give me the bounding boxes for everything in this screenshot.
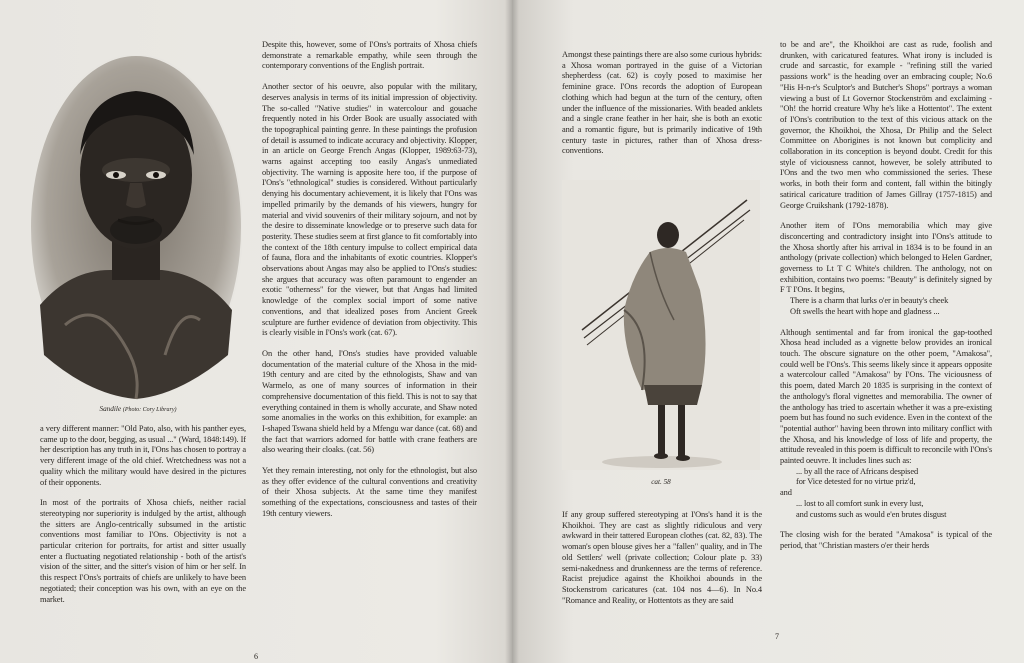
- sandile-portrait-image: [30, 55, 242, 400]
- paragraph: Despite this, however, some of I'Ons's portraits of Xhosa chiefs demonstrate a remarkable empathy, while seen through the contemporary conventions of the English portrait.: [262, 40, 477, 71]
- poem-line: Oft swells the heart with hope and gladness ...: [790, 306, 940, 316]
- poem-line: ... lost to all comfort sunk in every lust,: [796, 498, 924, 508]
- right-page-bottom-column: [562, 510, 762, 640]
- paragraph: Another sector of his oeuvre, also popular with the military, deserves analysis in terms of its initial impression of objectivity. The so-called "Native studies" in watercolour and gouache frequently noted in his Order Book are usually associated with the topographical painting genre. In these paintings the profusion of detail is assumed to indicate accuracy and objectivity. Klopper, in an article on George French Angas (Klopper, 1989:63-73), warns against accepting too easily Angas's unmediated objectivity. The warning is apposite here too, if the purpose of I'Ons's "ethnological" studies is considered. Without particularly denying his documentary achievement, it is likely that I'Ons was impelled primarily by the demands of his viewers, hungry for material and vivid souvenirs of their military sojourn, and not by the desire to disseminate knowledge or to preserve such data for posterity. These studies seem at first glance to fit comfortably into the context of the 18th century impulse to collect empirical data of fauna, flora and the inhabitants of exotic countries. Klopper's observations about Angas may also be applied to I'Ons's studies: she argues that accuracy was often paramount to engender an exotic "otherness" for the viewer, but that Angas had limited knowledge of the complex social import of some native conventions, and that idealized poses from Ancient Greek sculpture are further evidence of deviation from objectivity. This is clearly visible in I'Ons's work (cat. 67).: [262, 82, 477, 338]
- sandile-caption: [40, 405, 236, 413]
- right-page-top-column: [562, 50, 762, 170]
- paragraph: Amongst these paintings there are also some curious hybrids: a Xhosa woman portrayed in the guise of a Victorian shepherdess (cat. 62) is coyly posed to maximise her feminine grace. I'Ons records the adoption of European clothing which had begun at the turn of the century, often under the influence of the missionaries. With beaded anklets and a single crane feather in her hair, she is both an exotic and a romantic figure, but is primarily indicative of 19th century taste in pictures, rather than of Xhosa dress-conventions.: [562, 50, 762, 156]
- left-column-lower: [40, 424, 246, 634]
- paragraph: Another item of I'Ons memorabilia which may give disconcerting and contradictory insight into I'Ons's attitude to the Xhosa shortly after his arrival in 1834 is to be found in an anthology (private collection) which belonged to Helen Gardner, governess to Lt T C White's children. The anthology, not on exhibition, contains two poems: "Beauty" is definitely signed by F T I'Ons. It begins,: [780, 221, 992, 295]
- right-page-right-column: [780, 40, 992, 660]
- paragraph: On the other hand, I'Ons's studies have provided valuable documentation of the material culture of the Xhosa in the mid-19th century and are cited by the ethnologists, Shaw and van Warmelo, as one of many sources of information in their comprehensive documentation of this field. This is not to say that everything contained in them is wholly accurate, and Shaw noted some anomalies in the works on this exhibition, for example: an I-shaped Tswana shield held by a Mfengu war dance (cat. 68) and the fact that warriors adorned for battle with crane feathers are also wearing their cloaks. (cat. 56): [262, 348, 477, 455]
- paragraph: Yet they remain interesting, not only for the ethnologist, but also as they offer evidence of the cultural conventions and creativity of their Xhosa subjects. At the same time they manifest something of the expectations, consciousness and tastes of their 19th century viewers.: [262, 466, 477, 518]
- paragraph: Although sentimental and far from ironical the gap-toothed Xhosa head included as a vignette below provides an ironical touch. The obscure signature on the other poem, "Amakosa", could well be I'Ons's. This seems likely since it appears opposite a watercolour called "Amakosa" by I'Ons. The viciousness of this poem, dated March 20 1835 is surprising in the context of the anthology's floral vignettes and memorabilia. The owner of the anthology has tried to ascertain whether it was a pre-existing poem but has found no such evidence. Even in the context of the "potential author" having been thrown into military conflict with the Xhosa, and his knowledge of loss of life and property, the attitude revealed in this poem is difficult to reconcile with I'Ons's painted oeuvre. It includes lines such as:: [780, 327, 992, 466]
- sandile-caption-title: Sandile: [99, 405, 122, 413]
- poem-line: for Vice detested for no virtue priz'd,: [796, 477, 916, 487]
- cat58-caption: cat. 58: [651, 478, 671, 486]
- sandile-caption-credit: (Photo: Cory Library): [122, 407, 177, 413]
- paragraph: to be and are", the Khoikhoi are cast as rude, foolish and drunken, with caricatured features. What irony is included is crude and sarcastic, for example - "refining still the varied passions work" is the heading over an embracing couple; No.6 "His H-n-r's Sculptor's and Butcher's Shops" portrays a woman viewing a bust of Lt Governor Stockenström and exclaiming - "Oh! the horrid creature Why he's like a Hottentot". The extent of I'Ons's contribution to the text of this vicious attack on the governor, the Khoikhoi, the Xhosa, Dr Philip and the Select Committee on Aborigines is not known but complicity and collaboration in its conception is beyond doubt. Credit for this style of viciousness cannot, however, be solely attributed to I'Ons and the two men who commissioned the series. These works, in both their form and content, fall within the bitingly satirical caricature tradition of James Gillray (1757-1815) and George Cruikshank (1792-1878).: [780, 40, 992, 210]
- poem-line: and customs such as would e'en brutes disgust: [796, 509, 947, 519]
- page-number: 7: [775, 632, 779, 641]
- poem-connector: and: [780, 488, 792, 498]
- khoikhoi-figure-image: [562, 180, 760, 470]
- poem-line: ... by all the race of Africans despised: [796, 466, 919, 476]
- paragraph: In most of the portraits of Xhosa chiefs, neither racial stereotyping nor superiority is indulged by the artist, although the sitters are Anglo-centrically subsumed in the artistic conventions most familiar to I'Ons. Objectivity is not a particular criterion for portraits, for artist and sitter usually enter a fluctuating negotiated relationship - both of the artist's vision of the sitter, and the sitter's vision of him or her self. In this respect I'Ons's portraits of chiefs are unlikely to have been negotiated; their conception was his own, with an eye on the market.: [40, 498, 246, 604]
- right-column-left-page: [262, 40, 477, 644]
- paragraph: The closing wish for the berated "Amakosa" is typical of the period, that "Christian masters o'er their herds: [780, 530, 992, 550]
- paragraph: If any group suffered stereotyping at I'Ons's hand it is the Khoikhoi. They are cast as slightly ridiculous and very awkward in their tattered European clothes (cat. 82, 83). The woman's open blouse gives her a "fallen" quality, and in The old Settlers' well (private collection; Colour plate p. 33) semi-nakedness and drunkenness are the terms of reference. Racist prejudice against the Khoikhoi abounds in the Stockenstrom caricatures (cat. 104 nos 4—6). In No.4 "Romance and Reality, or Hottentots as they are said: [562, 510, 762, 605]
- right-page: [512, 0, 1024, 663]
- book-gutter: [505, 0, 519, 663]
- sandile-portrait-photo: [30, 55, 242, 400]
- page-number: 6: [254, 652, 258, 661]
- paragraph: a very different manner: "Old Pato, also, with his panther eyes, came up to the door, begging, as usual ..." (Ward, 1848:149). If her description has any truth in it, I'Ons has chosen to portray a very different image of the old chief. Wretchedness was not a quality which the military would have desired in the pictures of their opponents.: [40, 424, 246, 487]
- cat58-illustration: [562, 180, 760, 470]
- poem-line: There is a charm that lurks o'er in beauty's cheek: [790, 296, 949, 306]
